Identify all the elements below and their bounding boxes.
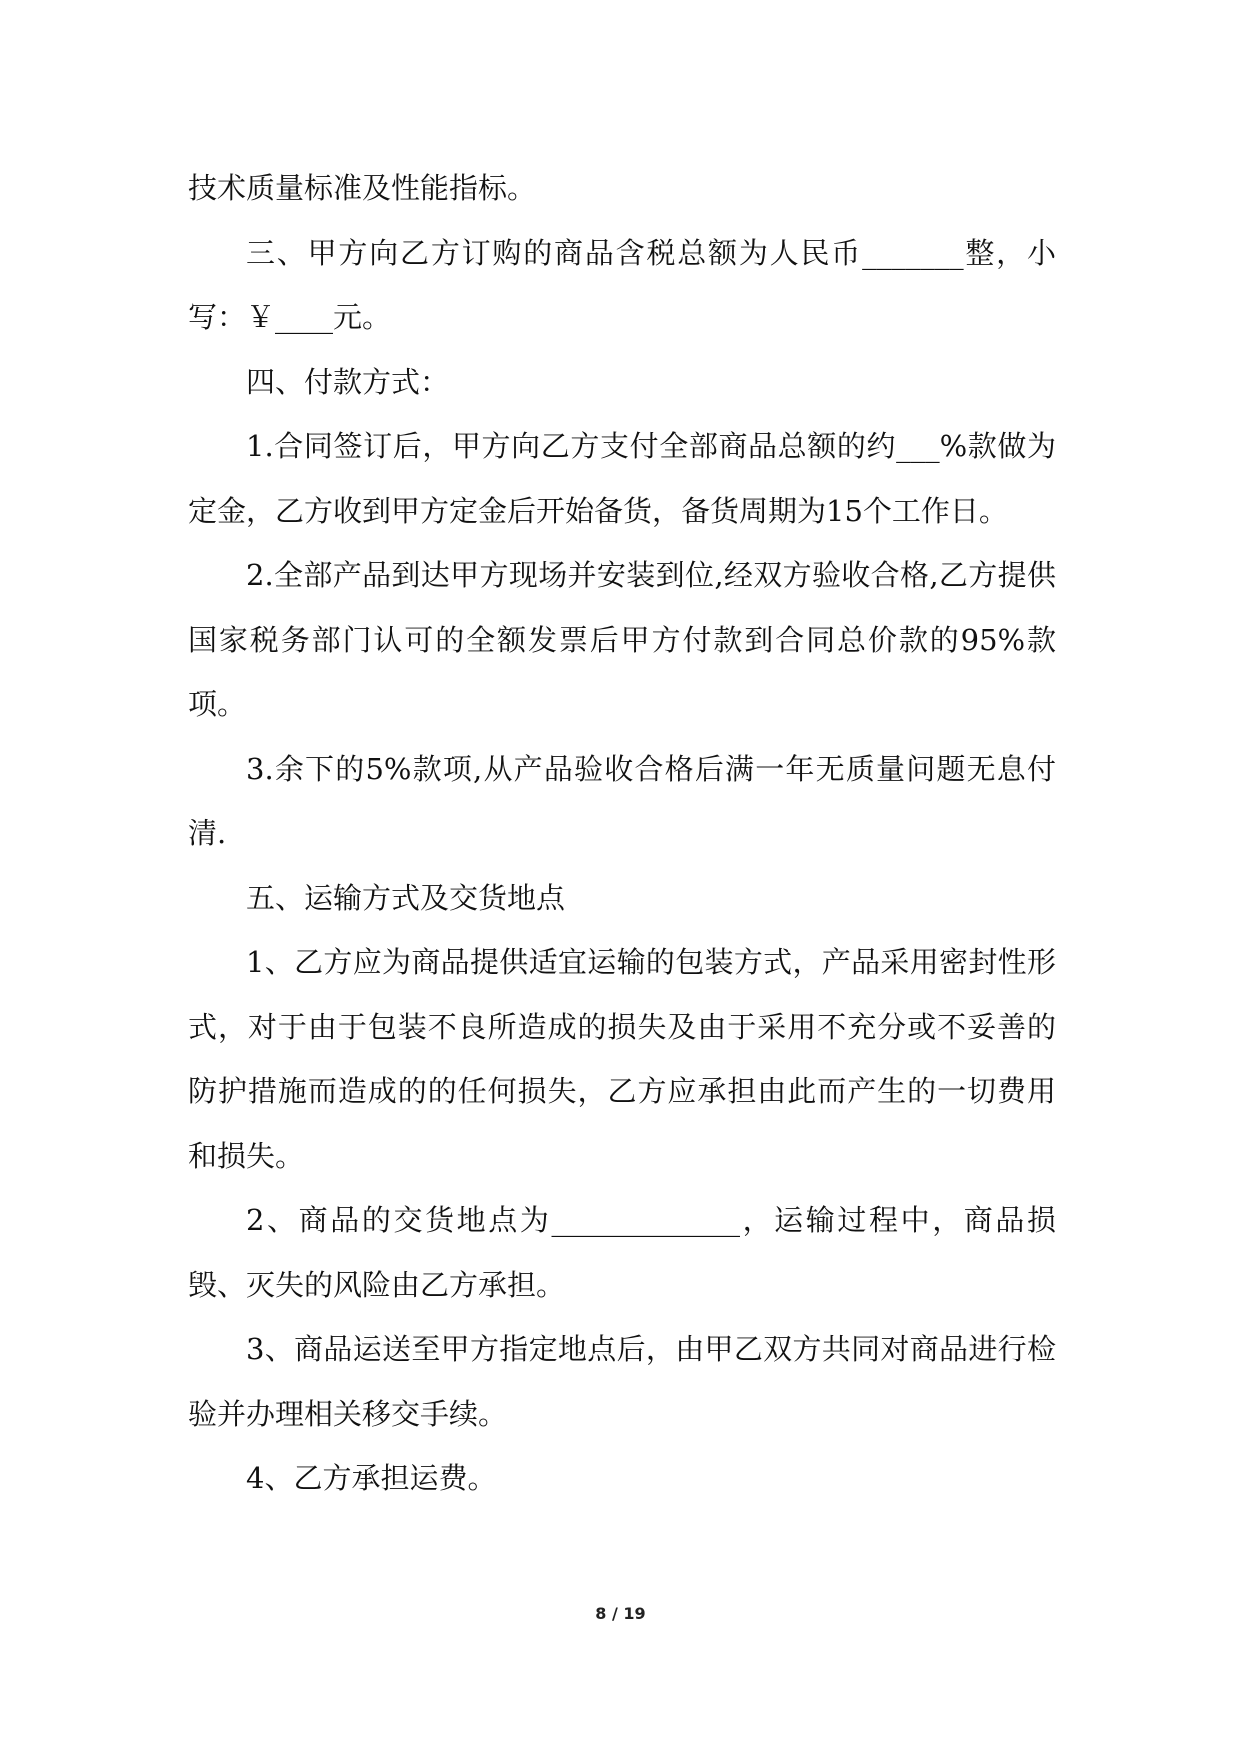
paragraph-payment-2: 2.全部产品到达甲方现场并安装到位,经双方验收合格,乙方提供国家税务部门认可的全额发票后甲方付款到合同总价款的95%款项。	[188, 558, 1056, 721]
paragraph-transport-2: 2、商品的交货地点为_____________，运输过程中，商品损毁、灭失的风险由乙方承担。	[188, 1203, 1056, 1302]
paragraph-section-3-amount: 三、甲方向乙方订购的商品含税总额为人民币_______整，小写：￥____元。	[188, 235, 1056, 334]
page-number: 8 / 19	[595, 1604, 646, 1623]
paragraph-payment-1: 1.合同签订后，甲方向乙方支付全部商品总额的约___%款做为定金，乙方收到甲方定金后开始备货，备货周期为15个工作日。	[188, 429, 1056, 528]
document-body	[188, 156, 1056, 1511]
paragraph-transport-4: 4、乙方承担运费。	[246, 1461, 497, 1495]
paragraph-section-4-heading: 四、付款方式：	[246, 364, 450, 399]
paragraph-transport-1: 1、乙方应为商品提供适宜运输的包装方式，产品采用密封性形式，对于由于包装不良所造成的损失及由于采用不充分或不妥善的防护措施而造成的的任何损失，乙方应承担由此而产生的一切费用和损失。	[188, 945, 1056, 1173]
paragraph-quality-standard: 技术质量标准及性能指标。	[188, 171, 537, 205]
paragraph-section-5-heading: 五、运输方式及交货地点	[246, 880, 566, 915]
paragraph-transport-3: 3、商品运送至甲方指定地点后，由甲乙双方共同对商品进行检验并办理相关移交手续。	[188, 1332, 1056, 1431]
paragraph-payment-3: 3.余下的5%款项,从产品验收合格后满一年无质量问题无息付清.	[188, 751, 1056, 850]
